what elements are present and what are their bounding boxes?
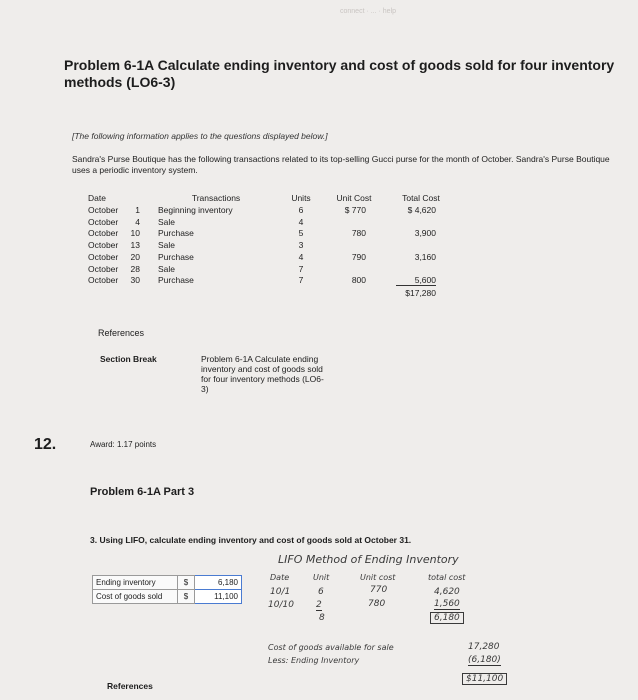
row-transaction: Beginning inventory [158, 205, 233, 215]
table-row [93, 576, 242, 590]
answer-table [92, 575, 242, 604]
hw-row1-unit: 6 [318, 587, 324, 597]
row-transaction: Purchase [158, 228, 194, 239]
section-break-label: Section Break [100, 354, 157, 364]
row-unit-cost: 800 [351, 275, 366, 286]
row-month: October [88, 216, 119, 227]
hw-col-date: Date [270, 573, 290, 582]
section-break-text: Problem 6-1A Calculate ending inventory and cost of goods sold for four inventory methods (LO6-3) [201, 354, 324, 394]
intro-note: [The following information applies to the questions displayed below.] [72, 131, 328, 141]
hw-row2-unit-cost: 780 [368, 599, 386, 609]
hw-row1-total: 4,620 [434, 587, 460, 597]
ending-inventory-input[interactable]: 6,180 [195, 576, 242, 590]
row-units: 6 [298, 205, 304, 215]
row-transaction: Sale [158, 240, 176, 251]
hw-row1-date: 10/1 [270, 587, 291, 597]
row-month: October [88, 240, 119, 251]
row-month: October [88, 263, 119, 274]
header-unit-cost: Unit Cost [336, 193, 372, 203]
hw-row1-unit-cost: 770 [370, 585, 388, 595]
row-total-cost: 3,160 [414, 251, 436, 262]
currency-symbol: $ [178, 576, 195, 590]
row-day: 30 [130, 275, 140, 286]
row-total-cost: 3,900 [414, 228, 436, 239]
row-units: 4 [298, 216, 304, 227]
hw-less-label: Less: Ending Inventory [268, 656, 360, 665]
hw-heading: LIFO Method of Ending Inventory [278, 553, 459, 566]
row-transaction: Purchase [158, 275, 194, 286]
hw-col-unit: Unit [313, 573, 330, 582]
row-day: 20 [130, 251, 140, 262]
row-unit-cost: 790 [351, 251, 366, 262]
header-units: Units [291, 193, 311, 203]
hw-unit-sum: 8 [319, 613, 325, 623]
hw-total-sum: 6,180 [430, 612, 464, 624]
row-month: October [88, 275, 119, 286]
row-units: 7 [298, 263, 304, 274]
hw-cogas-label: Cost of goods available for sale [268, 643, 394, 652]
row-month: October [88, 205, 119, 215]
hw-col-total-cost: total cost [428, 573, 466, 582]
row-day: 1 [135, 205, 140, 215]
row-transaction: Sale [158, 263, 176, 274]
row-day: 13 [130, 240, 140, 251]
row-unit-cost: 780 [351, 228, 366, 239]
cogs-label: Cost of goods sold [93, 590, 178, 604]
header-transactions: Transactions [191, 193, 241, 203]
question-number: 12. [34, 436, 57, 453]
row-transaction: Sale [158, 216, 176, 227]
hw-cogas-value: 17,280 [468, 642, 500, 652]
header-date: Date [88, 193, 106, 203]
award-points: Award: 1.17 points [90, 440, 157, 449]
problem-title: Problem 6-1A Calculate ending inventory and cost of goods sold for four inventory methods (LO6-3) [64, 57, 615, 90]
row-month: October [88, 251, 119, 262]
row-transaction: Purchase [158, 251, 194, 262]
references-label[interactable]: References [98, 328, 145, 338]
row-day: 10 [130, 228, 140, 239]
row-total-cost: $ 4,620 [407, 205, 436, 215]
hw-less-value: (6,180) [468, 655, 501, 665]
header-total-cost: Total Cost [402, 193, 440, 203]
row-month: October [88, 228, 119, 239]
row-units: 3 [298, 240, 304, 251]
row-units: 5 [298, 228, 304, 239]
faded-header-text: connect · ... · help [340, 8, 397, 15]
hw-row2-total: 1,560 [434, 599, 460, 609]
hw-result: $11,100 [462, 673, 507, 685]
table-row [93, 590, 242, 604]
problem-paragraph: Sandra's Purse Boutique has the following transactions related to its top-selling Gucci purse for the month of October. Sandra's Purse Boutique uses a periodic inventory system. [72, 154, 610, 175]
references-label-bottom[interactable]: References [107, 681, 153, 691]
hw-col-unit-cost: Unit cost [360, 573, 396, 582]
currency-symbol: $ [178, 590, 195, 604]
part-title: Problem 6-1A Part 3 [90, 486, 195, 498]
row-total-cost: 5,600 [396, 275, 436, 286]
row-unit-cost: $ 770 [344, 205, 366, 215]
hw-row2-unit: 2 [316, 600, 322, 610]
cogs-input[interactable]: 11,100 [195, 590, 242, 604]
hw-row2-date: 10/10 [268, 600, 294, 610]
row-day: 28 [130, 263, 140, 274]
grand-total: $17,280 [405, 288, 436, 298]
row-units: 7 [298, 275, 304, 286]
row-day: 4 [135, 216, 140, 227]
ending-inventory-label: Ending inventory [93, 576, 178, 590]
question-text: 3. Using LIFO, calculate ending inventory and cost of goods sold at October 31. [90, 535, 412, 545]
row-units: 4 [298, 251, 304, 262]
